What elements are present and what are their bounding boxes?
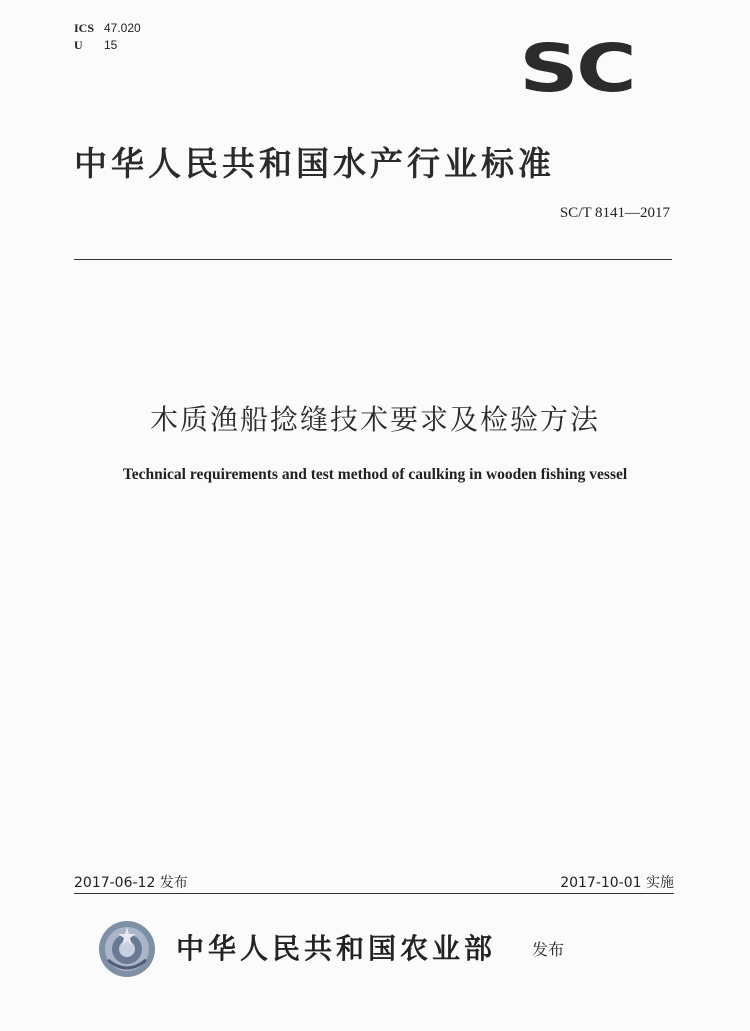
- document-title-chinese: 木质渔船捻缝技术要求及检验方法: [149, 403, 600, 436]
- national-emblem-icon: [98, 920, 156, 978]
- u-value: 15: [104, 38, 118, 52]
- u-row: [74, 37, 141, 54]
- publish-label: 发布: [532, 940, 565, 959]
- ics-row: [74, 20, 141, 37]
- implementation-date: 2017-10-01 实施: [560, 875, 674, 891]
- standard-number: SC/T 8141—2017: [559, 205, 670, 221]
- ics-value: 47.020: [104, 21, 141, 35]
- standard-category-title: 中华人民共和国水产行业标准: [74, 144, 555, 183]
- issuing-ministry: 中华人民共和国农业部: [176, 932, 497, 965]
- ics-label: ICS: [74, 21, 95, 35]
- footer-divider: [74, 893, 674, 894]
- issue-date: 2017-06-12 发布: [74, 875, 188, 891]
- document-title-english: Technical requirements and test method of caulking in wooden fishing vessel: [122, 466, 628, 483]
- classification-codes: [74, 20, 141, 54]
- u-label: U: [74, 38, 83, 52]
- header-divider: [74, 259, 672, 260]
- sc-logo: SC: [519, 30, 635, 107]
